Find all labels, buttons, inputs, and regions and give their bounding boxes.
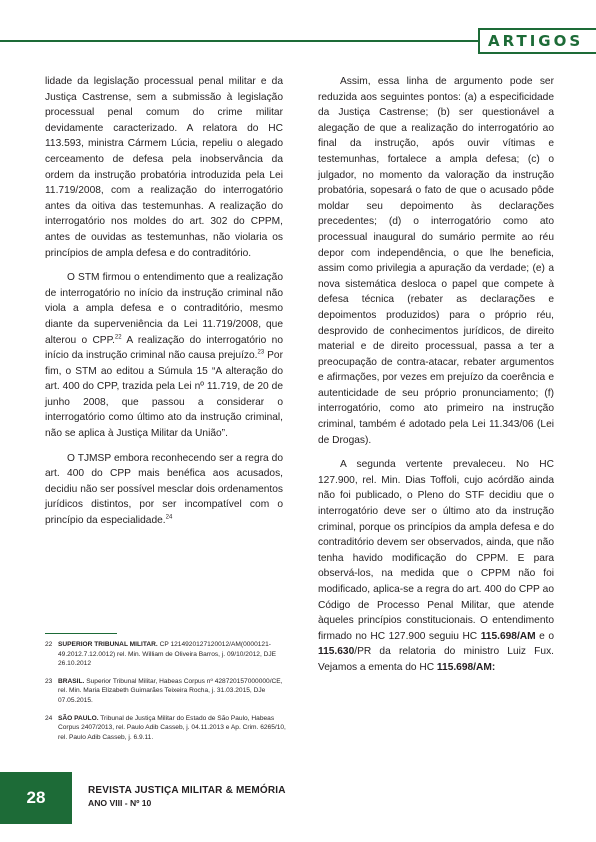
footnote-text: [58, 640, 288, 669]
footnote-ref-24: 24: [165, 514, 173, 521]
footnote-number: 24: [45, 714, 53, 722]
left-paragraph-2: [45, 270, 283, 442]
footnote-source: BRASIL.: [58, 677, 85, 685]
footnote: [45, 640, 288, 669]
case-reference: 115.698/AM:: [436, 661, 496, 673]
left-paragraph-1: lidade da legislação processual penal militar e da Justiça Castrense, sem a submissão à legislação processual penal comum do crime militar devidamente caracterizado. A relatora do HC 113.593, ministra Cármem Lúcia, repeliu o alegado cerceamento de defesa pela inobservância da ordem da instrução probatória introduzida pela Lei 11.719/2008, com a realização do interrogatório antes da oitiva das testemunhas. A realização do interrogatório nos moldes do art. 302 do CPPM, antes de ouvidas as testemunhas, não violaria os princípios de ampla defesa e do contraditório.: [45, 76, 283, 259]
footnote: [45, 714, 288, 743]
footnote-ref-23: 23: [257, 349, 265, 356]
right-p2-text-b: e o: [535, 630, 554, 642]
right-p2-text-c: /PR da relatoria do ministro Luiz Fux. Vejamos a ementa do HC: [318, 646, 554, 673]
left-p2-text-b: A realização do interrogatório no início da instrução criminal não causa prejuízo.: [45, 334, 283, 362]
right-paragraph-2: [318, 457, 554, 675]
left-p2-text-c: Por fim, o STM ao editou a Súmula 15 “A alteração do art. 400 do CPP, trazida pela Lei nº 11.719, de 20 de junho 2008, que passou a considerar o interrogatório como último ato da instrução criminal, não se aplica à Justiça Militar da União”.: [45, 350, 283, 440]
section-tag: [478, 28, 596, 54]
left-paragraph-3: [45, 451, 283, 529]
left-column: [45, 74, 283, 538]
right-column: [318, 74, 554, 685]
page-header: [0, 0, 596, 64]
footnote-ref-22: 22: [114, 334, 122, 341]
right-p2-text-a: A segunda vertente prevaleceu. No HC 127.900, rel. Min. Dias Toffoli, cujo acórdão ainda não foi publicado, o Pleno do STF decidiu que o interrogatório deve ser o último ato da instrução criminal, porque os princípios da ampla defesa e do contraditório devem ser observados, ainda, que não tenha havido modificação do CPPM. E para observá-los, na medida que o CPPM não foi modificado, aplica-se a regra do art. 400 do CPP ao Código de Processo Penal Militar, que atende àqueles princípios constitucionais. O entendimento firmado no HC 127.900 seguiu HC: [318, 459, 554, 642]
footnote-body: Tribunal de Justiça Militar do Estado de São Paulo, Habeas Corpus 2407/2013, rel. Paulo Adib Casseb, j. 04.11.2013 e Ap. Crim. 6265/10, rel. Paulo Adib Casseb, j. 6.9.11.: [58, 714, 286, 741]
footnotes: [45, 640, 288, 750]
page-number: 28: [26, 788, 46, 807]
journal-issue: ANO VIII - Nº 10: [88, 798, 152, 808]
footnote-body: Superior Tribunal Militar, Habeas Corpus nº 428720157000000/CE, rel. Min. Maria Elizabeth Guimarães Teixeira Rocha, j. 31.03.2015, DJe 07.05.2015.: [58, 677, 283, 704]
footnote-number: 22: [45, 641, 53, 648]
footnote: [45, 677, 288, 706]
footnote-text: [58, 677, 288, 706]
footnote-divider: [45, 633, 117, 634]
case-reference: 115.630: [318, 646, 355, 658]
section-label: ARTIGOS: [488, 32, 584, 50]
journal-title: REVISTA JUSTIÇA MILITAR & MEMÓRIA: [88, 785, 286, 796]
left-p3-text: O TJMSP embora reconhecendo ser a regra do art. 400 do CPP mais benéfica aos acusados, decidiu não ser possível mesclar dois ordenamentos jurídicos distintos, por ser incompatível com o princípio da especialidade.: [45, 452, 283, 527]
footnote-source: SUPERIOR TRIBUNAL MILITAR.: [58, 641, 158, 648]
header-rule: [0, 40, 478, 42]
footnote-text: [58, 714, 288, 743]
right-paragraph-1: Assim, essa linha de argumento pode ser reduzida aos seguintes pontos: (a) a especificidade da Justiça Castrense; (b) ser questionável a alegação de que a realização do interrogatório ao final da instrução, após ouvir vítimas e testemunhas, fortalece a ampla defesa; (c) o julgador, no momento da valoração da instrução probatória, sopesará o fato de que o acusado pôde moldar seu depoimento às declarações precedentes; (d) o interrogatório como ato processual inaugural do sumário permite ao réu depor com independência, o que lhe beneficia, assim como privilegia a apuração da verdade; (e) a nova sistemática desloca o papel que compete à defesa técnica (rebater as declarações e depoimentos produzidos) para o próprio réu, desprovido de conhecimentos jurídicos, de direito material e de direito processual, passa a ter a preocupação de contra-atacar, rebater argumentos e afirmações, por vezes em prejuízo da coerência e autenticidade de seu próprio pronunciamento; (f) interrogatório, como ato primeiro na instrução criminal, também é adotado pela Lei 11.343/06 (Lei de Drogas).: [318, 76, 554, 446]
footnote-source: SÃO PAULO.: [58, 714, 99, 722]
footnote-number: 23: [45, 677, 53, 685]
left-p2-text-a: O STM firmou o entendimento que a realização de interrogatório no início da instrução criminal não viola a ampla defesa e o contraditório, mesmo diante da superveniência da Lei 11.719/2008, que alterou o CPP.: [45, 272, 283, 346]
case-reference: 115.698/AM: [480, 630, 536, 642]
page-number-box: [0, 772, 72, 824]
footnote-body: CP 1214920127120012/AM(0000121-49.2012.7.12.0012) rel. Min. William de Oliveira Barros, j. 09/10/2012, DJE 26.10.2012: [58, 641, 277, 668]
